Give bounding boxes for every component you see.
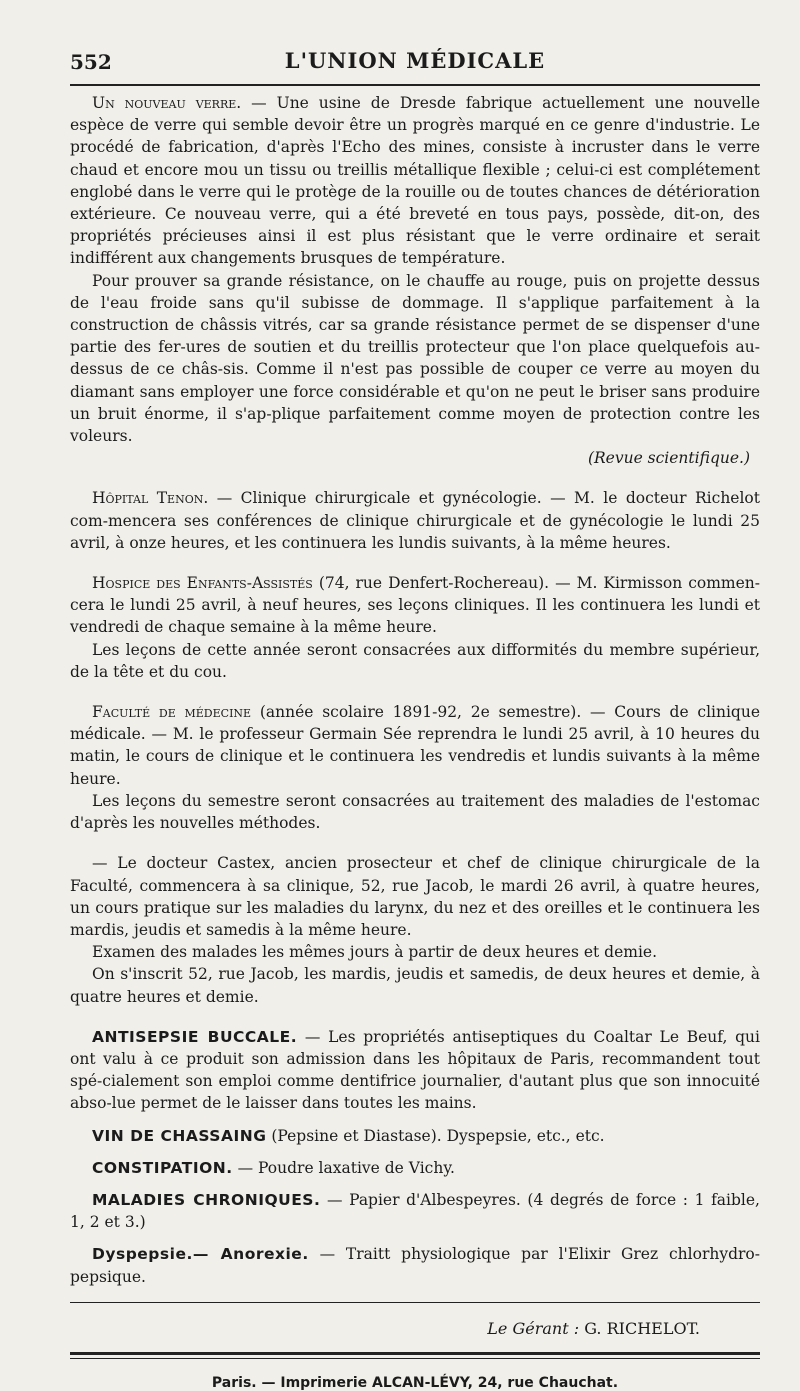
article-lead: Hospice des Enfants-Assistés (92, 574, 313, 593)
paragraph: Faculté de médecine (année scolaire 1891-92, 2e semestre). — Cours de clinique médicale. — M. le professeur Germain Sée reprendra le lundi 25 avril, à 10 heures du matin, le cours de clinique et le continuera les vendredis et lundis suivants à la même heure. (70, 703, 761, 788)
paragraph: Hôpital Tenon. — Clinique chirurgicale et gynécologie. — M. le docteur Richelot com-mencera ses conférences de clinique chirurgicale et de gynécologie le lundi 25 avril, à onze heures, et les continuera les lundis suivants, à la même heures. (70, 489, 760, 552)
gerant-name: G. RICHELOT. (584, 1318, 700, 1338)
ad-title: Dyspepsie.— Anorexie. (92, 1245, 309, 1264)
ad-title: VIN DE CHASSAING (92, 1126, 267, 1145)
paragraph: Les leçons de cette année seront consacrées aux difformités du membre supérieur, de la tête et du cou. (70, 640, 760, 681)
footer-rule-thick (70, 1352, 760, 1355)
footer-rule (70, 1302, 760, 1303)
body-text (70, 92, 760, 1288)
advertisements (70, 1026, 760, 1288)
header-rule (70, 84, 760, 86)
paragraph: Les leçons du semestre seront consacrées au traitement des maladies de l'estomac d'après les nouvelles méthodes. (70, 791, 760, 833)
ad-item: MALADIES CHRONIQUES. — Papier d'Albespeyres. (4 degrés de force : 1 faible, 1, 2 et 3.) (70, 1190, 760, 1232)
page-number: 552 (70, 50, 112, 74)
gerant-signature (70, 1319, 700, 1338)
source-credit: (Revue scientifique.) (587, 449, 750, 468)
paragraph: Pour prouver sa grande résistance, on le chauffe au rouge, puis on projette dessus de l'eau froide sans qu'il subisse de dommage. Il s'applique parfaitement à la construction de châssis vitrés, car sa grande résistance permet de se dispenser d'une partie des fer-ures de soutien et du treillis protecteur que l'on place quelquefois au-dessus de ce châs-sis. Comme il n'est pas possible de couper ce verre au moyen du diamant sans employer une force considérable et qu'on ne peut le briser sans produire un bruit énorme, il s'ap-plique parfaitement comme moyen de protection contre les voleurs. (70, 271, 760, 446)
ad-item: ANTISEPSIE BUCCALE. — Les propriétés antiseptiques du Coaltar Le Beuf, qui ont valu à ce produit son admission dans les hôpitaux de Paris, recommandent tout spé-cialement son emploi comme dentifrice journalier, d'autant plus que son innocuité abso-lue permet de le laisser dans toutes les mains. (70, 1027, 760, 1113)
ad-title: ANTISEPSIE BUCCALE. (92, 1027, 298, 1046)
paragraph: — Le docteur Castex, ancien prosecteur et chef de clinique chirurgicale de la Faculté, commencera à sa clinique, 52, rue Jacob, le mardi 26 avril, à quatre heures, un cours pratique sur les maladies du larynx, du nez et des oreilles et le continuera les mardis, jeudis et samedis à la même heure. (70, 854, 760, 939)
page-header (70, 0, 760, 92)
ad-item: VIN DE CHASSAING (Pepsine et Diastase). Dyspepsie, etc., etc. (92, 1126, 605, 1145)
paragraph: Hospice des Enfants-Assistés (74, rue Denfert-Rochereau). — M. Kirmisson commen-cera le lundi 25 avril, à neuf heures, ses leçons cliniques. Il les continuera les lundi et vendredi de chaque semaine à la même heure. (70, 574, 761, 637)
ad-item: CONSTIPATION. — Poudre laxative de Vichy. (92, 1158, 455, 1177)
printer-imprint: Paris. — Imprimerie ALCAN-LÉVY, 24, rue Chauchat. (211, 1374, 619, 1391)
ad-title: MALADIES CHRONIQUES. (92, 1190, 321, 1209)
gerant-label: Le Gérant : (487, 1318, 580, 1338)
ad-item: Dyspepsie.— Anorexie. — Traitt physiologique par l'Elixir Grez chlorhydro-pepsique. (70, 1245, 760, 1286)
article-lead: Hôpital Tenon. (92, 489, 209, 508)
ad-title: CONSTIPATION. (92, 1158, 233, 1177)
article-lead: Un nouveau verre. (92, 94, 242, 112)
paragraph: Examen des malades les mêmes jours à partir de deux heures et demie. (92, 943, 658, 962)
paragraph: On s'inscrit 52, rue Jacob, les mardis, jeudis et samedis, de deux heures et demie, à quatre heures et demie. (70, 965, 760, 1006)
running-title: L'UNION MÉDICALE (284, 48, 546, 73)
paragraph: Un nouveau verre. — Une usine de Dresde fabrique actuellement une nouvelle espèce de verre qui semble devoir être un progrès marqué en ce genre d'industrie. Le procédé de fabrication, d'après l'Echo des mines, consiste à incruster dans le verre chaud et encore mou un tissu ou treillis métallique flexible ; celui-ci est complétement englobé dans le verre qui le protège de la rouille ou de toutes chances de détérioration extérieure. Ce nouveau verre, qui a été breveté en tous pays, possède, dit-on, des propriétés précieuses ainsi il est plus résistant que le verre ordinaire et serait indifférent aux changements brusques de température. (70, 94, 761, 268)
article-lead: Faculté de médecine (92, 703, 252, 722)
